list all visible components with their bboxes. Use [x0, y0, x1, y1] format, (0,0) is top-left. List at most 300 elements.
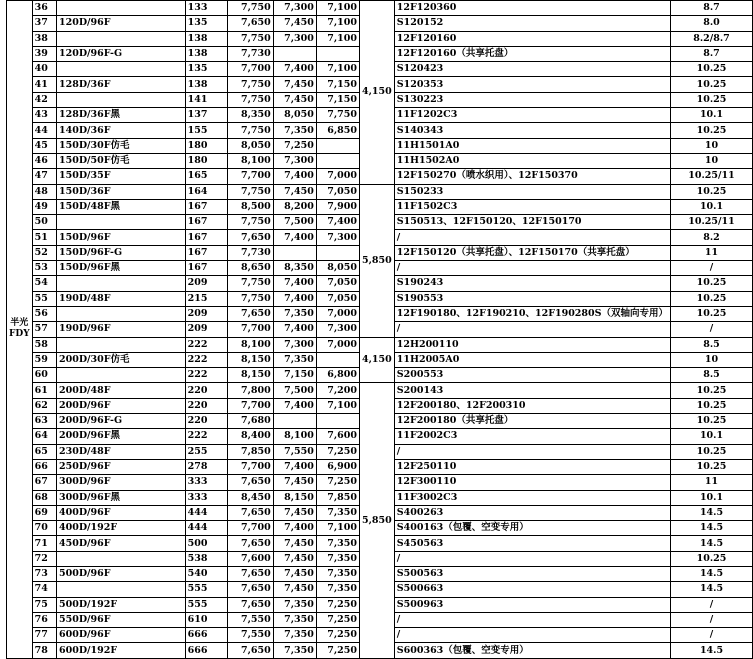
quantity: 666	[185, 643, 227, 658]
price-3: 7,100	[316, 398, 359, 413]
price-2: 7,350	[273, 352, 316, 367]
spec	[56, 368, 185, 383]
price-1: 7,700	[227, 322, 273, 337]
quantity: 135	[185, 16, 227, 31]
quantity: 167	[185, 230, 227, 245]
price-2: 7,400	[273, 521, 316, 536]
value: 10.25	[671, 77, 753, 92]
value: /	[671, 322, 753, 337]
price-1: 7,750	[227, 1, 273, 16]
row-number: 39	[32, 46, 56, 61]
price-1: 7,650	[227, 475, 273, 490]
price-2: 7,450	[273, 566, 316, 581]
price-1: 7,730	[227, 245, 273, 260]
price-1: 7,700	[227, 169, 273, 184]
price-3: 7,250	[316, 628, 359, 643]
table-row	[7, 337, 753, 352]
spec: 500D/96F	[56, 566, 185, 581]
row-number: 44	[32, 123, 56, 138]
row-number: 56	[32, 306, 56, 321]
value: 10	[671, 138, 753, 153]
price-2: 7,450	[273, 551, 316, 566]
price-3: 7,350	[316, 582, 359, 597]
product-code: S500563	[394, 566, 670, 581]
price-2: 7,350	[273, 643, 316, 658]
price-2: 7,300	[273, 153, 316, 168]
table-row	[7, 184, 753, 199]
product-code: S150233	[394, 184, 670, 199]
row-number: 66	[32, 459, 56, 474]
row-number: 48	[32, 184, 56, 199]
row-number: 68	[32, 490, 56, 505]
price-1: 7,650	[227, 566, 273, 581]
spec: 300D/96F黑	[56, 490, 185, 505]
price-2: 7,400	[273, 459, 316, 474]
price-2: 7,400	[273, 62, 316, 77]
group-value-cell	[360, 1, 395, 185]
price-2: 7,300	[273, 337, 316, 352]
row-number: 67	[32, 475, 56, 490]
quantity: 444	[185, 521, 227, 536]
spec	[56, 276, 185, 291]
product-code: S120423	[394, 62, 670, 77]
price-2: 7,450	[273, 16, 316, 31]
spec: 600D/96F	[56, 628, 185, 643]
price-3: 7,250	[316, 643, 359, 658]
value: 8.2/8.7	[671, 31, 753, 46]
price-2: 7,400	[273, 230, 316, 245]
price-3: 7,250	[316, 597, 359, 612]
quantity: 155	[185, 123, 227, 138]
spec: 200D/96F黑	[56, 429, 185, 444]
group-value: 4,150	[362, 353, 392, 365]
quantity: 209	[185, 322, 227, 337]
product-code: S500963	[394, 597, 670, 612]
price-2: 7,350	[273, 628, 316, 643]
price-3: 7,100	[316, 62, 359, 77]
price-1: 7,750	[227, 215, 273, 230]
price-3: 7,050	[316, 184, 359, 199]
row-number: 74	[32, 582, 56, 597]
product-code: 11H1501A0	[394, 138, 670, 153]
product-code: /	[394, 551, 670, 566]
price-1: 8,450	[227, 490, 273, 505]
value: /	[671, 261, 753, 276]
quantity: 167	[185, 261, 227, 276]
product-code: 12F200180（共享托盘）	[394, 414, 670, 429]
group-value-cell	[360, 184, 395, 337]
value: 10.25	[671, 123, 753, 138]
quantity: 209	[185, 276, 227, 291]
quantity: 138	[185, 77, 227, 92]
value: /	[671, 628, 753, 643]
row-number: 53	[32, 261, 56, 276]
price-1: 7,750	[227, 184, 273, 199]
value: 10.25	[671, 92, 753, 107]
price-1: 7,700	[227, 459, 273, 474]
price-1: 7,700	[227, 398, 273, 413]
row-number: 42	[32, 92, 56, 107]
price-1: 7,750	[227, 92, 273, 107]
price-1: 8,500	[227, 199, 273, 214]
spec	[56, 306, 185, 321]
spec: 150D/30F仿毛	[56, 138, 185, 153]
value: 8.0	[671, 16, 753, 31]
price-1: 7,700	[227, 521, 273, 536]
value: 10.25/11	[671, 169, 753, 184]
price-1: 7,730	[227, 46, 273, 61]
value: 14.5	[671, 505, 753, 520]
value: 10.25	[671, 551, 753, 566]
quantity: 220	[185, 398, 227, 413]
product-code: 12F250110	[394, 459, 670, 474]
product-code: /	[394, 322, 670, 337]
price-3: 6,800	[316, 368, 359, 383]
spec: 128D/36F黑	[56, 108, 185, 123]
spec: 150D/50F仿毛	[56, 153, 185, 168]
row-number: 41	[32, 77, 56, 92]
spec: 150D/96F黑	[56, 261, 185, 276]
product-code: S600363（包覆、空变专用）	[394, 643, 670, 658]
price-3: 7,300	[316, 322, 359, 337]
price-3: 7,250	[316, 444, 359, 459]
row-number: 36	[32, 1, 56, 16]
quantity: 133	[185, 1, 227, 16]
product-code: 12F300110	[394, 475, 670, 490]
price-1: 7,650	[227, 643, 273, 658]
spec: 300D/96F	[56, 475, 185, 490]
price-2	[273, 414, 316, 429]
price-2: 7,350	[273, 597, 316, 612]
group-value-cell	[360, 383, 395, 658]
row-number: 71	[32, 536, 56, 551]
price-3: 7,350	[316, 566, 359, 581]
price-3	[316, 153, 359, 168]
price-1: 7,600	[227, 551, 273, 566]
product-code: /	[394, 444, 670, 459]
price-1: 7,550	[227, 612, 273, 627]
price-1: 8,350	[227, 108, 273, 123]
price-3: 7,100	[316, 521, 359, 536]
value: 10	[671, 153, 753, 168]
spec: 500D/192F	[56, 597, 185, 612]
price-3: 7,250	[316, 612, 359, 627]
price-2: 7,450	[273, 582, 316, 597]
price-2: 8,150	[273, 490, 316, 505]
row-number: 58	[32, 337, 56, 352]
product-code: 12F200180、12F200310	[394, 398, 670, 413]
product-code: 11H1502A0	[394, 153, 670, 168]
price-1: 8,100	[227, 153, 273, 168]
product-code: S200553	[394, 368, 670, 383]
quantity: 610	[185, 612, 227, 627]
product-code: 11F1502C3	[394, 199, 670, 214]
price-1: 7,800	[227, 383, 273, 398]
table-row	[7, 383, 753, 398]
row-number: 75	[32, 597, 56, 612]
product-code: /	[394, 612, 670, 627]
product-code: S400263	[394, 505, 670, 520]
spec	[56, 215, 185, 230]
price-2: 7,450	[273, 77, 316, 92]
spec	[56, 582, 185, 597]
value: 10.25	[671, 444, 753, 459]
price-1: 7,750	[227, 31, 273, 46]
product-code: 12F150270（喷水织用）、12F150370	[394, 169, 670, 184]
price-3: 7,850	[316, 490, 359, 505]
value: 10.25	[671, 306, 753, 321]
price-1: 8,650	[227, 261, 273, 276]
spec: 200D/48F	[56, 383, 185, 398]
quantity: 164	[185, 184, 227, 199]
row-number: 54	[32, 276, 56, 291]
price-1: 7,650	[227, 505, 273, 520]
price-2: 7,400	[273, 276, 316, 291]
price-3: 7,100	[316, 31, 359, 46]
product-code: 11F2002C3	[394, 429, 670, 444]
product-code: S200143	[394, 383, 670, 398]
price-1: 7,700	[227, 62, 273, 77]
price-2: 7,400	[273, 291, 316, 306]
row-number: 60	[32, 368, 56, 383]
value: /	[671, 597, 753, 612]
quantity: 555	[185, 597, 227, 612]
value: 14.5	[671, 566, 753, 581]
value: 10.25	[671, 383, 753, 398]
row-number: 52	[32, 245, 56, 260]
price-1: 8,050	[227, 138, 273, 153]
value: 10.25	[671, 184, 753, 199]
value: 10.1	[671, 490, 753, 505]
value: 8.7	[671, 46, 753, 61]
row-number: 72	[32, 551, 56, 566]
quantity: 138	[185, 31, 227, 46]
price-1: 7,750	[227, 123, 273, 138]
product-code: 12F120160（共享托盘）	[394, 46, 670, 61]
price-1: 7,550	[227, 628, 273, 643]
price-2: 7,400	[273, 322, 316, 337]
price-2: 7,150	[273, 368, 316, 383]
product-code: S120353	[394, 77, 670, 92]
product-code: S500663	[394, 582, 670, 597]
spec: 140D/36F	[56, 123, 185, 138]
row-number: 43	[32, 108, 56, 123]
price-3: 7,000	[316, 169, 359, 184]
value: 10.25/11	[671, 215, 753, 230]
price-3: 7,400	[316, 215, 359, 230]
value: 8.7	[671, 1, 753, 16]
price-2: 7,350	[273, 306, 316, 321]
product-code: S120152	[394, 16, 670, 31]
row-number: 64	[32, 429, 56, 444]
price-2: 7,450	[273, 92, 316, 107]
quantity: 278	[185, 459, 227, 474]
price-3: 7,100	[316, 1, 359, 16]
price-2: 7,350	[273, 123, 316, 138]
quantity: 222	[185, 368, 227, 383]
product-code: S130223	[394, 92, 670, 107]
product-code: 12H200110	[394, 337, 670, 352]
row-number: 57	[32, 322, 56, 337]
row-number: 62	[32, 398, 56, 413]
value: /	[671, 612, 753, 627]
price-2: 7,500	[273, 215, 316, 230]
spec: 450D/96F	[56, 536, 185, 551]
value: 14.5	[671, 643, 753, 658]
row-number: 50	[32, 215, 56, 230]
quantity: 220	[185, 414, 227, 429]
product-code: S190243	[394, 276, 670, 291]
value: 10.25	[671, 459, 753, 474]
spec: 150D/35F	[56, 169, 185, 184]
product-code: 12F120160	[394, 31, 670, 46]
price-1: 7,650	[227, 230, 273, 245]
quantity: 141	[185, 92, 227, 107]
price-2: 7,450	[273, 475, 316, 490]
spec	[56, 31, 185, 46]
section-label: 半光FDY	[9, 318, 30, 340]
value: 8.2	[671, 230, 753, 245]
row-number: 37	[32, 16, 56, 31]
price-2: 8,100	[273, 429, 316, 444]
quantity: 333	[185, 475, 227, 490]
row-number: 77	[32, 628, 56, 643]
quantity: 540	[185, 566, 227, 581]
spec: 200D/96F-G	[56, 414, 185, 429]
price-3	[316, 245, 359, 260]
price-table-body	[7, 1, 753, 659]
price-2: 7,500	[273, 383, 316, 398]
price-1: 8,150	[227, 352, 273, 367]
spec: 230D/48F	[56, 444, 185, 459]
row-number: 46	[32, 153, 56, 168]
price-3: 7,250	[316, 475, 359, 490]
row-number: 40	[32, 62, 56, 77]
quantity: 167	[185, 199, 227, 214]
spec: 200D/30F仿毛	[56, 352, 185, 367]
price-3: 7,100	[316, 16, 359, 31]
price-2: 7,400	[273, 169, 316, 184]
price-3: 7,900	[316, 199, 359, 214]
price-3: 7,300	[316, 230, 359, 245]
price-3: 7,150	[316, 92, 359, 107]
row-number: 61	[32, 383, 56, 398]
row-number: 45	[32, 138, 56, 153]
product-code: S450563	[394, 536, 670, 551]
spec: 150D/96F-G	[56, 245, 185, 260]
spec: 190D/48F	[56, 291, 185, 306]
spec	[56, 337, 185, 352]
price-1: 7,750	[227, 276, 273, 291]
price-3: 6,900	[316, 459, 359, 474]
spec: 150D/96F	[56, 230, 185, 245]
price-3	[316, 414, 359, 429]
value: 14.5	[671, 582, 753, 597]
quantity: 220	[185, 383, 227, 398]
product-code: 12F120360	[394, 1, 670, 16]
value: 10.25	[671, 398, 753, 413]
quantity: 538	[185, 551, 227, 566]
value: 8.5	[671, 368, 753, 383]
price-1: 8,150	[227, 368, 273, 383]
row-number: 69	[32, 505, 56, 520]
section-label-cell	[7, 1, 33, 659]
value: 10	[671, 352, 753, 367]
value: 10.1	[671, 199, 753, 214]
price-1: 7,650	[227, 597, 273, 612]
price-2: 7,450	[273, 184, 316, 199]
price-2: 7,450	[273, 536, 316, 551]
price-2: 7,450	[273, 505, 316, 520]
row-number: 55	[32, 291, 56, 306]
quantity: 135	[185, 62, 227, 77]
spec: 400D/192F	[56, 521, 185, 536]
row-number: 73	[32, 566, 56, 581]
product-code: 12F190180、12F190210、12F190280S（双轴向专用）	[394, 306, 670, 321]
price-2: 8,350	[273, 261, 316, 276]
value: 10.25	[671, 62, 753, 77]
quantity: 138	[185, 46, 227, 61]
value: 14.5	[671, 536, 753, 551]
quantity: 215	[185, 291, 227, 306]
spec	[56, 551, 185, 566]
price-2: 8,200	[273, 199, 316, 214]
price-3: 7,600	[316, 429, 359, 444]
group-value: 4,150	[362, 86, 392, 98]
quantity: 222	[185, 429, 227, 444]
quantity: 444	[185, 505, 227, 520]
row-number: 49	[32, 199, 56, 214]
quantity: 255	[185, 444, 227, 459]
price-3: 7,050	[316, 291, 359, 306]
spec	[56, 1, 185, 16]
quantity: 167	[185, 215, 227, 230]
price-3: 7,350	[316, 536, 359, 551]
price-3	[316, 352, 359, 367]
value: 10.25	[671, 291, 753, 306]
quantity: 222	[185, 337, 227, 352]
price-1: 7,680	[227, 414, 273, 429]
spec: 400D/96F	[56, 505, 185, 520]
price-2: 7,350	[273, 612, 316, 627]
row-number: 59	[32, 352, 56, 367]
spec: 190D/96F	[56, 322, 185, 337]
row-number: 51	[32, 230, 56, 245]
price-1: 7,850	[227, 444, 273, 459]
price-table	[6, 0, 753, 659]
price-1: 8,100	[227, 337, 273, 352]
price-3: 7,000	[316, 337, 359, 352]
price-2: 7,250	[273, 138, 316, 153]
spec	[56, 62, 185, 77]
price-2: 7,550	[273, 444, 316, 459]
spec: 120D/96F	[56, 16, 185, 31]
product-code: 11H2005A0	[394, 352, 670, 367]
group-value-cell	[360, 337, 395, 383]
quantity: 167	[185, 245, 227, 260]
product-code: S140343	[394, 123, 670, 138]
spec: 550D/96F	[56, 612, 185, 627]
price-1: 7,750	[227, 291, 273, 306]
value: 10.1	[671, 108, 753, 123]
quantity: 165	[185, 169, 227, 184]
value: 11	[671, 245, 753, 260]
product-code: 12F150120（共享托盘）、12F150170（共享托盘）	[394, 245, 670, 260]
price-1: 8,400	[227, 429, 273, 444]
product-code: /	[394, 230, 670, 245]
price-2: 7,300	[273, 1, 316, 16]
price-2	[273, 245, 316, 260]
